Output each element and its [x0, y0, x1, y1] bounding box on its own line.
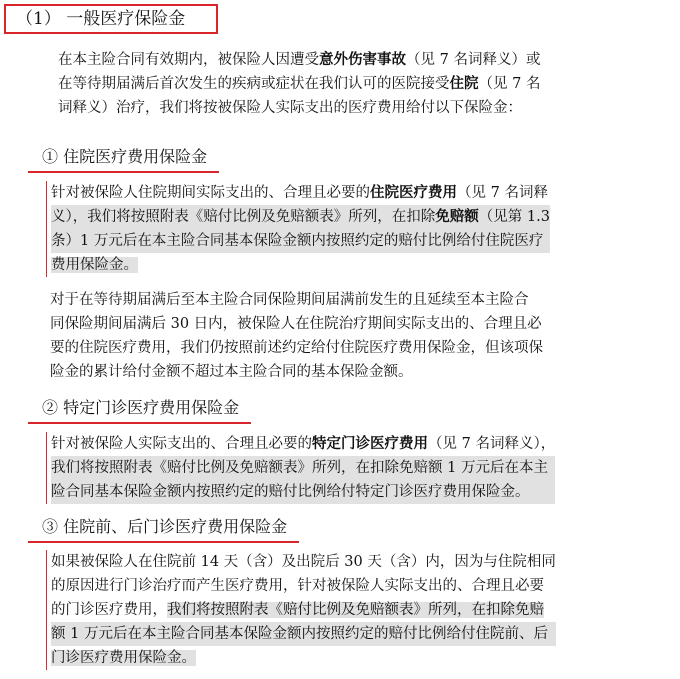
subsection-title-pre-post-outpatient: ③ 住院前、后门诊医疗费用保险金 [28, 513, 299, 543]
pre-post-outpatient-paragraph: 如果被保险人在住院前 14 天（含）及出院后 30 天（含）内，因为与住院相同 的原因进行门诊治疗而产生医疗费用，针对被保险人实际支出的、合理且必要 的门诊医疗费用，我们将按照附表《赔付比例及免赔额表》所列，在扣除免赔 额 1 万元后在本主险合同基本保险金额内按照约定的赔付比例给付住院前、后 门诊医疗费用保险金。 [46, 550, 556, 670]
subsection-title-inpatient: ① 住院医疗费用保险金 [28, 143, 219, 173]
term-special-outpatient-cost: 特定门诊医疗费用 [312, 435, 428, 452]
term-inpatient-cost: 住院医疗费用 [370, 184, 457, 201]
section-title: （1） 一般医疗保险金 [4, 4, 218, 34]
subsection-title-special-outpatient: ② 特定门诊医疗费用保险金 [28, 394, 251, 424]
inpatient-paragraph-2: 对于在等待期届满后至本主险合同保险期间届满前发生的且延续至本主险合 同保险期间届满后 30 日内，被保险人在住院治疗期间实际支出的、合理且必 要的住院医疗费用，我们仍按照前述约定给付住院医疗费用保险金，但该项保 险金的累计给付金额不超过本主险合同的基本保险金额。 [50, 292, 543, 380]
intro-paragraph: 在本主险合同有效期内，被保险人因遭受意外伤害事故（见 7 名词释义）或 在等待期届满后首次发生的疾病或症状在我们认可的医院接受住院（见 7 名 词释义）治疗，我们将按被保险人实际支出的医疗费用给付以下保险金： [58, 51, 541, 116]
term-hospitalization: 住院 [449, 75, 479, 92]
term-accident: 意外伤害事故 [319, 51, 406, 68]
term-deductible: 免赔额 [435, 208, 479, 225]
special-outpatient-paragraph: 针对被保险人实际支出的、合理且必要的特定门诊医疗费用（见 7 名词释义）， 我们将按照附表《赔付比例及免赔额表》所列，在扣除免赔额 1 万元后在本主 险合同基本保险金额内按照约定的赔付比例给付特定门诊医疗费用保险金。 [46, 432, 555, 504]
inpatient-paragraph-1: 针对被保险人住院期间实际支出的、合理且必要的住院医疗费用（见 7 名词释 义），我们将按照附表《赔付比例及免赔额表》所列，在扣除免赔额（见第 1.3 条）1 万元后在本主险合同基本保险金额内按照约定的赔付比例给付住院医疗 费用保险金。 [46, 181, 550, 277]
